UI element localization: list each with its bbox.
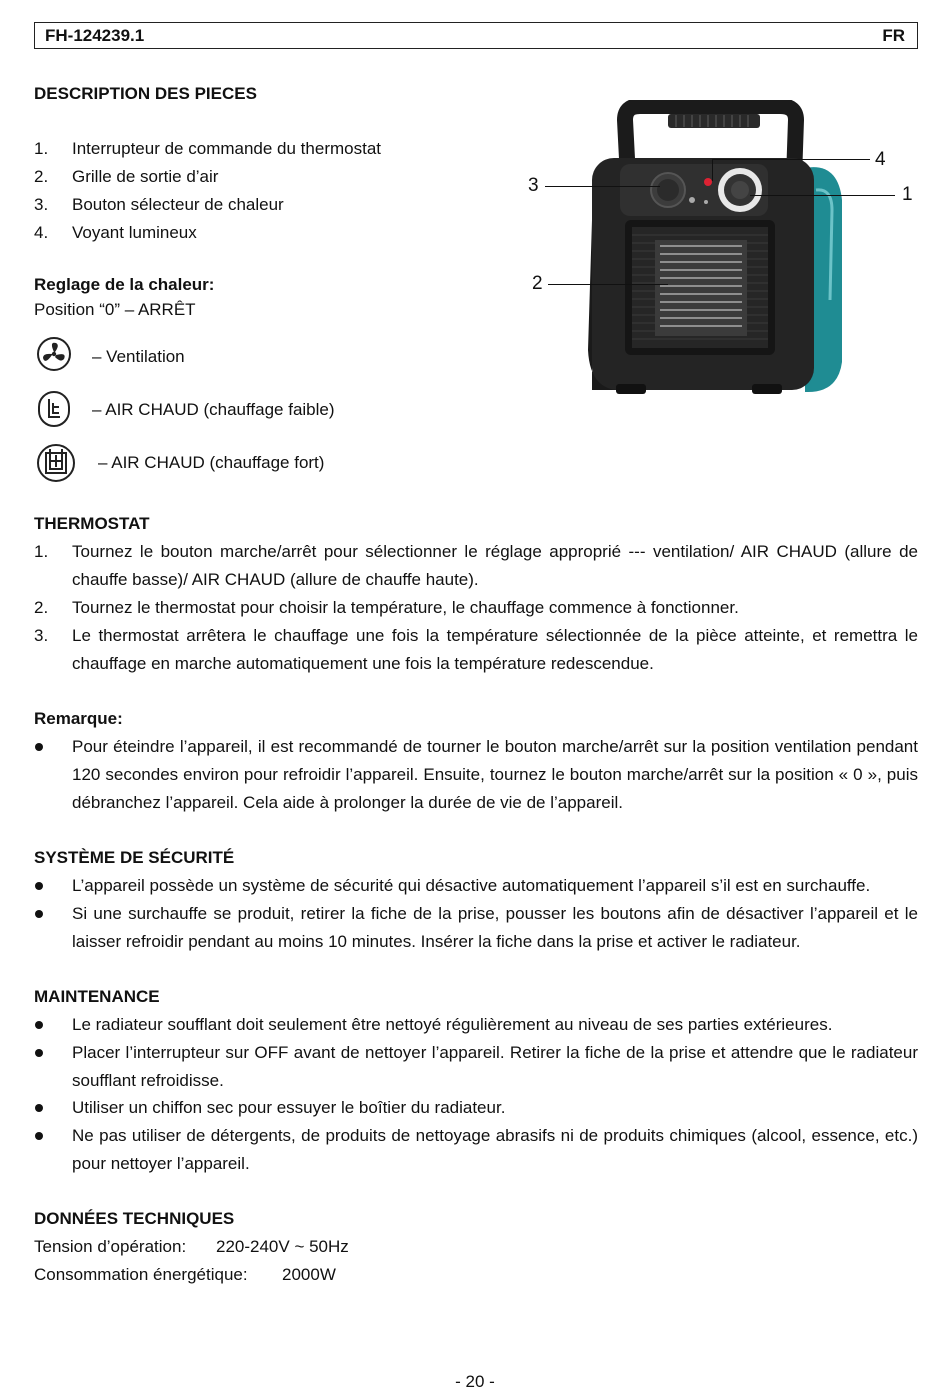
- safety-title: SYSTÈME DE SÉCURITÉ: [34, 848, 235, 867]
- maintenance-item: Placer l’interrupteur sur OFF avant de nettoyer l’appareil. Retirer la fiche de la prise et attendre que le radiateur soufflant refroidisse.: [72, 1043, 918, 1090]
- bullet-icon: [35, 1104, 43, 1112]
- part-label: Voyant lumineux: [72, 223, 197, 242]
- heat-mode-high-label: – AIR CHAUD (chauffage fort): [98, 453, 325, 472]
- low-heat-icon: [36, 390, 72, 428]
- fan-icon: [36, 336, 72, 372]
- thermostat-step-number: 3.: [34, 626, 49, 645]
- thermostat-step-text: Le thermostat arrêtera le chauffage une fois la température sélectionnée de la pièce atteinte, et remettra le chauffage en marche automatiquement une fois la température redescendue.: [72, 626, 918, 673]
- bullet-icon: [35, 1132, 43, 1140]
- heat-off-position: Position “0” – ARRÊT: [34, 300, 196, 319]
- language-code: FR: [882, 25, 905, 45]
- parts-title: DESCRIPTION DES PIECES: [34, 84, 257, 103]
- callout-3: 3: [528, 175, 539, 196]
- maintenance-item: Utiliser un chiffon sec pour essuyer le boîtier du radiateur.: [72, 1098, 506, 1117]
- heat-mode-fan-label: – Ventilation: [92, 347, 185, 366]
- remark-text: Pour éteindre l’appareil, il est recommandé de tourner le bouton marche/arrêt sur la position ventilation pendant 120 secondes environ pour refroidir l’appareil. Ensuite, tournez le bouton marche/arrêt sur la position « 0 », puis débranchez l’appareil. Cela aide à prolonger la durée de vie de l’appareil.: [72, 737, 918, 812]
- safety-item: Si une surchauffe se produit, retirer la fiche de la prise, pousser les boutons afin de désactiver l’appareil et le laisser refroidir pendant au moins 10 minutes. Insérer la fiche dans la prise et activer le radiateur.: [72, 904, 918, 951]
- high-heat-icon: [36, 441, 76, 485]
- bullet-icon: [35, 1021, 43, 1029]
- page-number: - 20 -: [455, 1372, 495, 1391]
- thermostat-step-number: 2.: [34, 598, 49, 617]
- bullet-icon: [35, 882, 43, 890]
- thermostat-step-text: Tournez le thermostat pour choisir la température, le chauffage commence à fonctionner.: [72, 598, 739, 617]
- remark-title: Remarque:: [34, 709, 123, 728]
- callout-leader: [712, 159, 713, 181]
- thermostat-step-number: 1.: [34, 542, 49, 561]
- tech-title: DONNÉES TECHNIQUES: [34, 1209, 235, 1228]
- power-value: 2000W: [282, 1265, 336, 1284]
- part-number: 3.: [34, 195, 49, 214]
- callout-1: 1: [902, 184, 913, 205]
- part-number: 4.: [34, 223, 49, 242]
- callout-4: 4: [875, 149, 886, 170]
- thermostat-title: THERMOSTAT: [34, 514, 150, 533]
- document-code: FH-124239.1: [45, 25, 145, 45]
- bullet-icon: [35, 1049, 43, 1057]
- callout-2: 2: [532, 273, 543, 294]
- heat-title: Reglage de la chaleur:: [34, 275, 215, 294]
- maintenance-item: Ne pas utiliser de détergents, de produits de nettoyage abrasifs ni de produits chimiques (alcool, essence, etc.) pour nettoyer l’appareil.: [72, 1126, 918, 1173]
- callout-leader: [545, 186, 660, 187]
- maintenance-title: MAINTENANCE: [34, 987, 160, 1006]
- part-label: Grille de sortie d’air: [72, 167, 219, 186]
- thermostat-step-text: Tournez le bouton marche/arrêt pour sélectionner le réglage approprié --- ventilation/ AIR CHAUD (allure de chauffe basse)/ AIR CHAUD (allure de chauffe haute).: [72, 542, 918, 589]
- part-label: Interrupteur de commande du thermostat: [72, 139, 381, 158]
- voltage-value: 220-240V ~ 50Hz: [216, 1237, 349, 1256]
- voltage-label: Tension d’opération:: [34, 1237, 187, 1256]
- callout-leader: [548, 284, 668, 285]
- power-label: Consommation énergétique:: [34, 1265, 248, 1284]
- maintenance-item: Le radiateur soufflant doit seulement être nettoyé régulièrement au niveau de ses parties extérieures.: [72, 1015, 833, 1034]
- bullet-icon: [35, 910, 43, 918]
- part-label: Bouton sélecteur de chaleur: [72, 195, 284, 214]
- heat-mode-low-label: – AIR CHAUD (chauffage faible): [92, 400, 335, 419]
- part-number: 2.: [34, 167, 49, 186]
- callout-leader: [712, 159, 870, 160]
- callout-leader: [750, 195, 895, 196]
- part-number: 1.: [34, 139, 49, 158]
- heater-illustration: [580, 100, 860, 400]
- safety-item: L’appareil possède un système de sécurité qui désactive automatiquement l’appareil s’il est en surchauffe.: [72, 876, 871, 895]
- document-header: [34, 22, 918, 49]
- bullet-icon: [35, 743, 43, 751]
